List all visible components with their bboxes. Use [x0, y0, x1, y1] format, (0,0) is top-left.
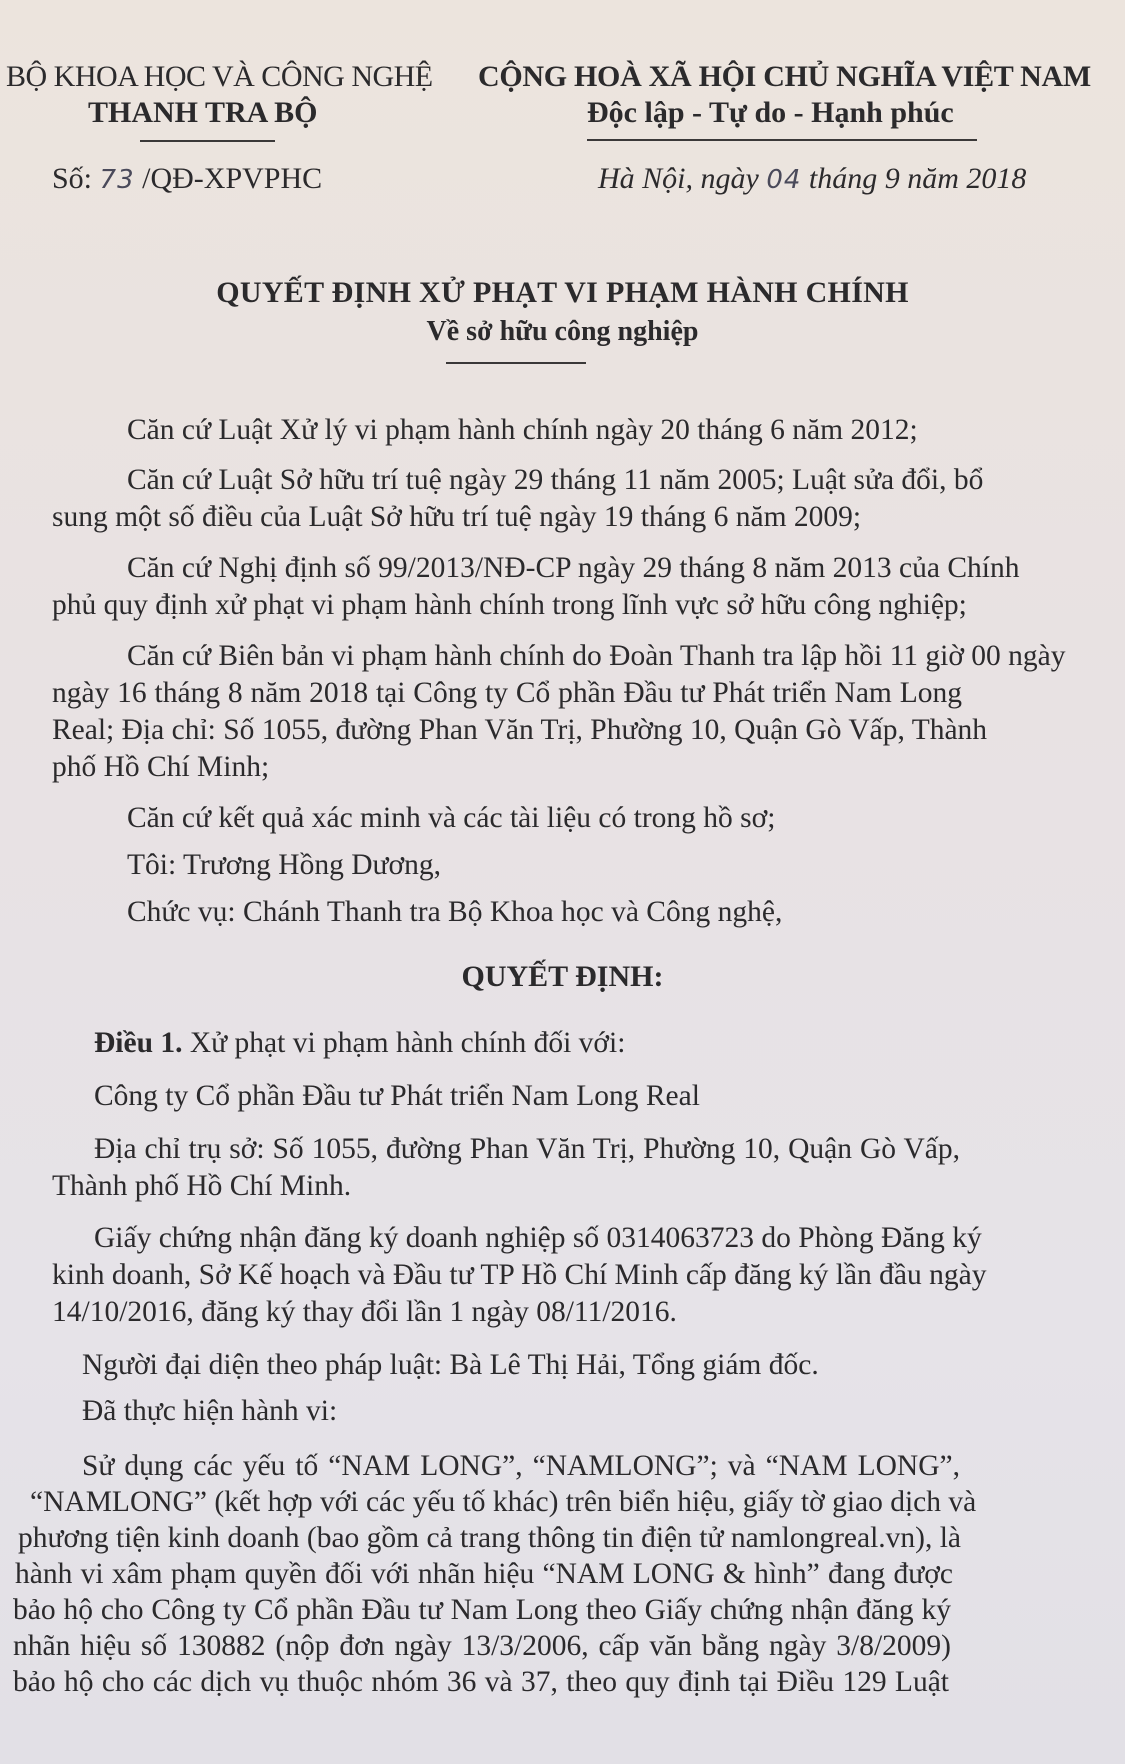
company-name: [94, 1078, 700, 1115]
legal-representative: [82, 1347, 819, 1384]
date-prefix: Hà Nội, ngày: [598, 162, 759, 195]
agency-name: THANH TRA BỘ: [88, 96, 318, 129]
document-title: QUYẾT ĐỊNH XỬ PHẠT VI PHẠM HÀNH CHÍNH: [216, 276, 909, 309]
preamble-line: phố Hồ Chí Minh;: [52, 751, 270, 783]
document-subtitle: Về sở hữu công nghiệp: [426, 316, 699, 347]
preamble-line: Tôi: Trương Hồng Dương,: [127, 849, 441, 881]
preamble-paragraph-2-cont: [52, 499, 861, 536]
violation-line: bảo hộ cho các dịch vụ thuộc nhóm 36 và 37, theo quy định tại Điều 129 Luật: [13, 1666, 949, 1698]
violation-line-4: [15, 1556, 953, 1593]
violation-line: nhãn hiệu số 130882 (nộp đơn ngày 13/3/2006, cấp văn bằng ngày 3/8/2009): [13, 1630, 951, 1662]
preamble-line: Chức vụ: Chánh Thanh tra Bộ Khoa học và Công nghệ,: [127, 896, 783, 928]
violation-line: hành vi xâm phạm quyền đối với nhãn hiệu “NAM LONG & hình” đang được: [15, 1558, 953, 1590]
violation-line: “NAMLONG” (kết hợp với các yếu tố khác) trên biển hiệu, giấy tờ giao dịch và: [30, 1486, 977, 1518]
acts-label-text: Đã thực hiện hành vi:: [82, 1395, 338, 1427]
violation-line: Sử dụng các yếu tố “NAM LONG”, “NAMLONG”; và “NAM LONG”,: [82, 1450, 960, 1482]
agency-underline: [140, 140, 275, 142]
preamble-paragraph-3: [127, 550, 1020, 587]
business-registration-line2: [52, 1257, 987, 1294]
decision-heading: QUYẾT ĐỊNH:: [461, 960, 664, 993]
preamble-line: ngày 16 tháng 8 năm 2018 tại Công ty Cổ phần Đầu tư Phát triển Nam Long: [52, 677, 962, 709]
preamble-paragraph-4: [127, 638, 1066, 675]
title-underline: [446, 362, 586, 364]
article-label: Điều 1.: [94, 1027, 183, 1059]
preamble-paragraph-4-line3: [52, 712, 988, 749]
company-name-text: Công ty Cổ phần Đầu tư Phát triển Nam Long Real: [94, 1080, 700, 1112]
preamble-line: sung một số điều của Luật Sở hữu trí tuệ ngày 19 tháng 6 năm 2009;: [52, 501, 862, 533]
ministry-name: BỘ KHOA HỌC VÀ CÔNG NGHỆ: [6, 60, 433, 93]
signer-name: [127, 847, 441, 884]
number-handwritten: 73: [99, 165, 135, 195]
business-registration: [94, 1220, 982, 1257]
address-line: Địa chỉ trụ sở: Số 1055, đường Phan Văn Trị, Phường 10, Quận Gò Vấp,: [94, 1133, 960, 1165]
violation-line-5: [13, 1592, 951, 1629]
address-line: Thành phố Hồ Chí Minh.: [52, 1170, 352, 1202]
number-suffix: /QĐ-XPVPHC: [142, 162, 323, 195]
preamble-paragraph-4-line2: [52, 675, 962, 712]
preamble-line: phủ quy định xử phạt vi phạm hành chính trong lĩnh vực sở hữu công nghiệp;: [52, 589, 967, 621]
business-registration-line3: [52, 1294, 677, 1331]
preamble-paragraph-1: [127, 412, 918, 449]
company-address-cont: [52, 1168, 351, 1205]
preamble-line: Căn cứ Luật Xử lý vi phạm hành chính ngày 20 tháng 6 năm 2012;: [127, 414, 918, 446]
preamble-line: Căn cứ Biên bản vi phạm hành chính do Đoàn Thanh tra lập hồi 11 giờ 00 ngày: [127, 640, 1066, 672]
decision-number: [52, 162, 322, 196]
article-1-heading: [94, 1025, 625, 1062]
violation-line-3: [18, 1520, 962, 1557]
violation-line: bảo hộ cho Công ty Cổ phần Đầu tư Nam Long theo Giấy chứng nhận đăng ký: [13, 1594, 951, 1626]
preamble-paragraph-4-line4: [52, 749, 269, 786]
company-address: [94, 1131, 960, 1168]
violation-line-6: [13, 1628, 951, 1665]
registration-line: Giấy chứng nhận đăng ký doanh nghiệp số 0314063723 do Phòng Đăng ký: [94, 1222, 982, 1254]
preamble-line: Căn cứ Nghị định số 99/2013/NĐ-CP ngày 29 tháng 8 năm 2013 của Chính: [127, 552, 1020, 584]
signer-position: [127, 894, 782, 931]
national-motto: Độc lập - Tự do - Hạnh phúc: [587, 96, 954, 129]
registration-line: 14/10/2016, đăng ký thay đổi lần 1 ngày 08/11/2016.: [52, 1296, 677, 1328]
number-label: Số:: [52, 162, 93, 195]
preamble-line: Real; Địa chỉ: Số 1055, đường Phan Văn Trị, Phường 10, Quận Gò Vấp, Thành: [52, 714, 988, 746]
violation-line-7: [13, 1664, 949, 1701]
preamble-line: Căn cứ kết quả xác minh và các tài liệu có trong hồ sơ;: [127, 802, 776, 834]
registration-line: kinh doanh, Sở Kế hoạch và Đầu tư TP Hồ Chí Minh cấp đăng ký lần đầu ngày: [52, 1259, 987, 1291]
violation-line-1: [82, 1448, 960, 1485]
date-suffix: tháng 9 năm 2018: [808, 162, 1027, 195]
preamble-paragraph-5: [127, 800, 775, 837]
preamble-paragraph-3-cont: [52, 587, 967, 624]
preamble-paragraph-2: [127, 462, 984, 499]
acts-label: [82, 1393, 337, 1430]
date-day-handwritten: 04: [766, 165, 802, 195]
nation-name: CỘNG HOÀ XÃ HỘI CHỦ NGHĨA VIỆT NAM: [478, 60, 1091, 93]
article-intro: Xử phạt vi phạm hành chính đối với:: [182, 1027, 626, 1059]
motto-underline: [587, 139, 977, 141]
preamble-line: Căn cứ Luật Sở hữu trí tuệ ngày 29 tháng 11 năm 2005; Luật sửa đổi, bổ: [127, 464, 984, 496]
violation-line: phương tiện kinh doanh (bao gồm cả trang thông tin điện tử namlongreal.vn), là: [18, 1522, 962, 1554]
violation-line-2: [30, 1484, 977, 1521]
issue-date: [598, 162, 1026, 196]
representative-text: Người đại diện theo pháp luật: Bà Lê Thị Hải, Tổng giám đốc.: [82, 1349, 819, 1381]
